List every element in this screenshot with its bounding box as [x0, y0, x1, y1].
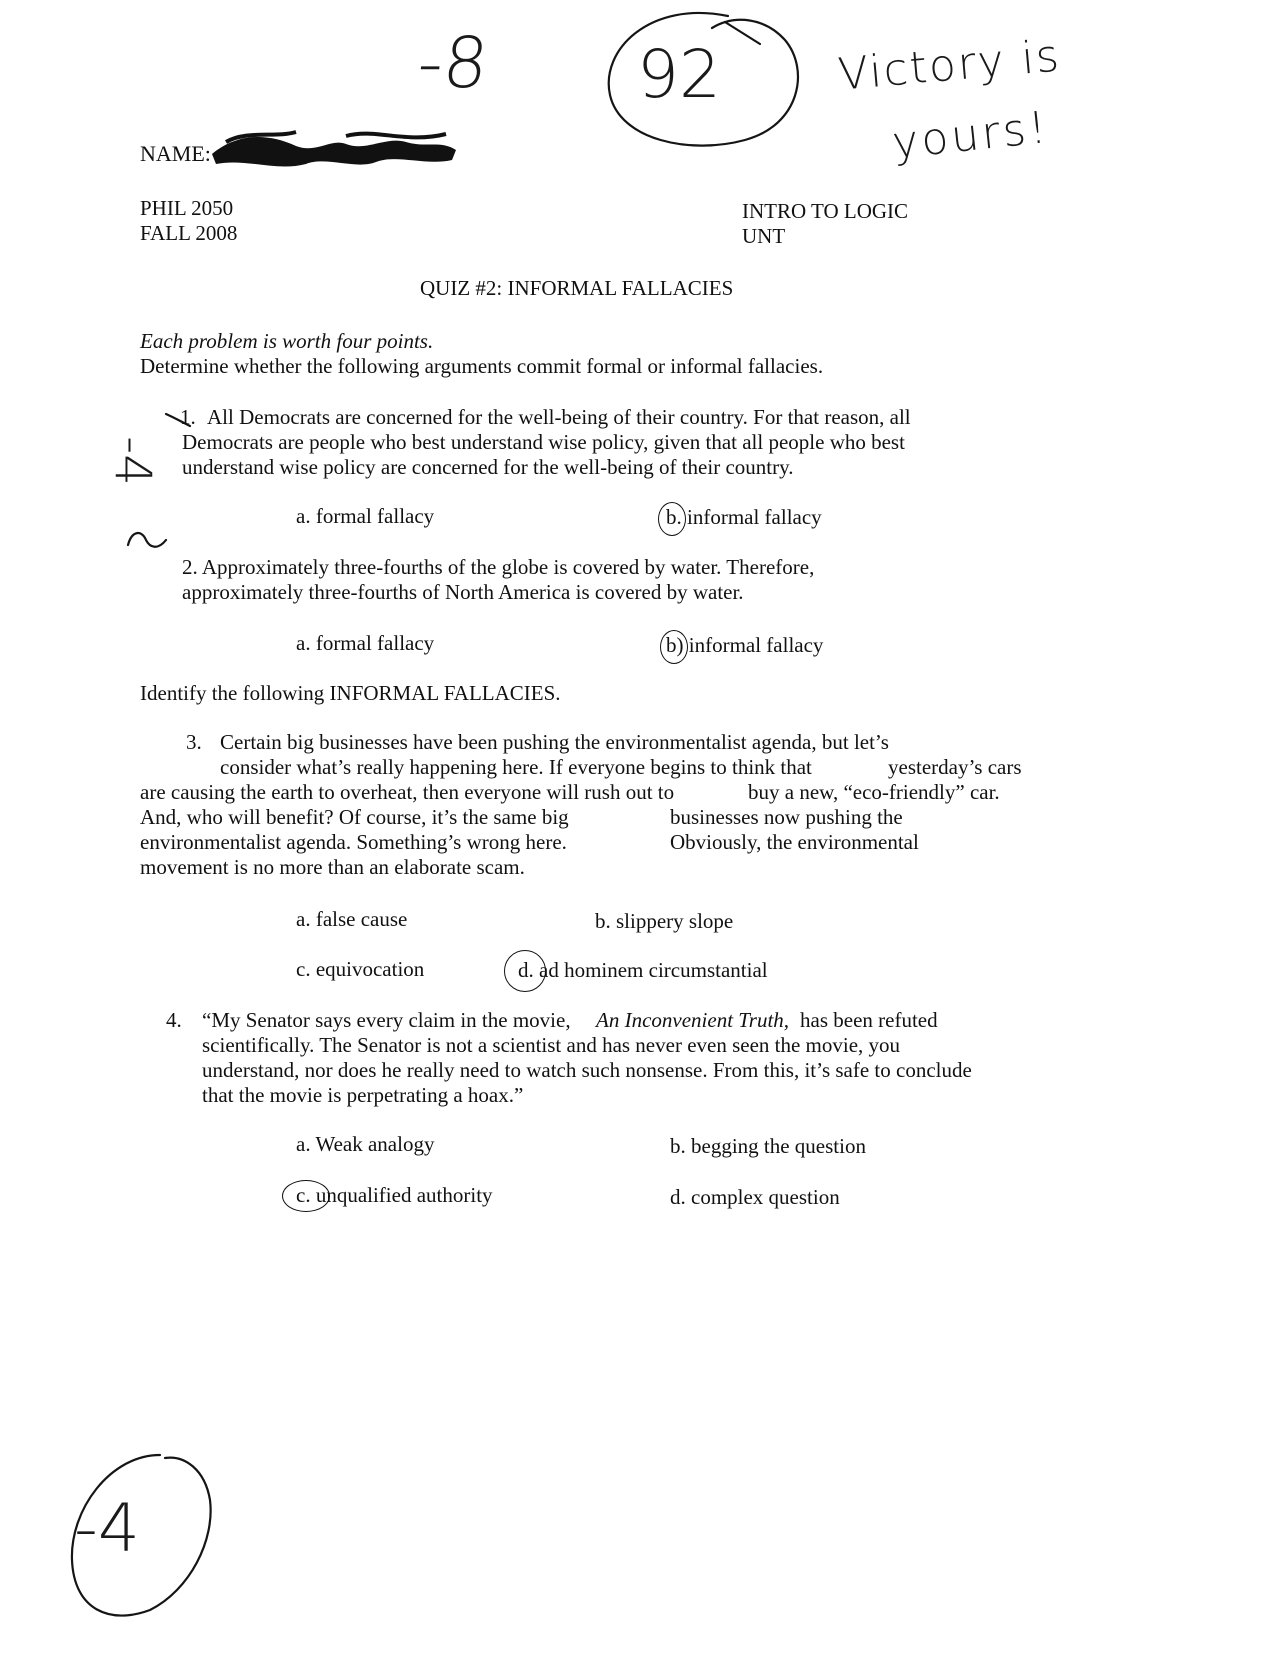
q2-option-b[interactable]: b) informal fallacy [666, 633, 824, 657]
q4-answer-circle [282, 1180, 330, 1212]
q4-number: 4. [166, 1008, 182, 1032]
q3-line-5b: Obviously, the environmental [670, 830, 919, 854]
q3-option-b[interactable]: b. slippery slope [595, 909, 734, 933]
instruction-identify: Identify the following INFORMAL FALLACIES. [140, 681, 561, 705]
term: FALL 2008 [140, 221, 238, 245]
q1-option-b[interactable]: b. informal fallacy [666, 505, 822, 529]
q3-line-5: environmentalist agenda. Something’s wrong here. [140, 830, 567, 854]
q4-line-1b: has been refuted [800, 1008, 938, 1032]
instruction-formal: Determine whether the following arguments commit formal or informal fallacies. [140, 354, 824, 378]
quiz-title: QUIZ #2: INFORMAL FALLACIES [420, 276, 734, 300]
q3-line-2: consider what’s really happening here. If everyone begins to think that [220, 755, 812, 779]
q3-option-a[interactable]: a. false cause [296, 907, 408, 931]
q4-line-4: that the movie is perpetrating a hoax.” [202, 1083, 524, 1107]
q1-option-a[interactable]: a. formal fallacy [296, 504, 435, 528]
comment-line1: Victory is [836, 30, 1063, 101]
q3-option-c[interactable]: c. equivocation [296, 957, 425, 981]
bottom-mark: -4 [74, 1490, 140, 1567]
q2-line-2: approximately three-fourths of North America is covered by water. [182, 580, 744, 604]
q4-line-1: “My Senator says every claim in the movie, [202, 1008, 571, 1032]
course-title: INTRO TO LOGIC [742, 199, 909, 223]
q4-line-3: understand, nor does he really need to watch such nonsense. From this, it’s safe to conclude [202, 1058, 972, 1082]
q4-option-d[interactable]: d. complex question [670, 1185, 840, 1209]
deduction-mark: -8 [413, 22, 493, 104]
points-note: Each problem is worth four points. [140, 329, 434, 353]
q4-option-a[interactable]: a. Weak analogy [296, 1132, 435, 1156]
q2-line-1: 2. Approximately three-fourths of the globe is covered by water. Therefore, [182, 555, 815, 579]
school: UNT [742, 224, 786, 248]
q3-answer-circle [504, 950, 546, 992]
q3-line-2b: yesterday’s cars [888, 755, 1022, 779]
name-redaction [206, 124, 462, 174]
q1-side-mark: -4 [103, 436, 162, 486]
score-mark: 92 [637, 36, 721, 113]
q3-line-4: And, who will benefit? Of course, it’s the same big [140, 805, 569, 829]
q3-line-4b: businesses now pushing the [670, 805, 903, 829]
name-label: NAME: [140, 141, 211, 166]
q1-line-1: All Democrats are concerned for the well-being of their country. For that reason, all [207, 405, 911, 429]
q3-number: 3. [186, 730, 202, 754]
comment-line2: yours! [889, 101, 1052, 170]
q3-option-d[interactable]: d. ad hominem circumstantial [518, 958, 768, 982]
q4-option-b[interactable]: b. begging the question [670, 1134, 866, 1158]
q3-line-1: Certain big businesses have been pushing the environmentalist agenda, but let’s [220, 730, 889, 754]
q1-answer-circle [658, 502, 686, 536]
q1-line-2: Democrats are people who best understand wise policy, given that all people who best [182, 430, 905, 454]
q2-option-a[interactable]: a. formal fallacy [296, 631, 435, 655]
q2-answer-circle [660, 630, 688, 664]
q4-line-2: scientifically. The Senator is not a scientist and has never even seen the movie, you [202, 1033, 901, 1057]
q3-line-3b: buy a new, “eco-friendly” car. [748, 780, 1000, 804]
q3-line-6: movement is no more than an elaborate scam. [140, 855, 525, 879]
q4-movie-title: An Inconvenient Truth, [596, 1008, 790, 1032]
q1-number: 1. [180, 405, 196, 429]
q4-option-c[interactable]: c. unqualified authority [296, 1183, 493, 1207]
course-number: PHIL 2050 [140, 196, 234, 220]
q1-line-3: understand wise policy are concerned for the well-being of their country. [182, 455, 794, 479]
q3-line-3: are causing the earth to overheat, then everyone will rush out to [140, 780, 675, 804]
